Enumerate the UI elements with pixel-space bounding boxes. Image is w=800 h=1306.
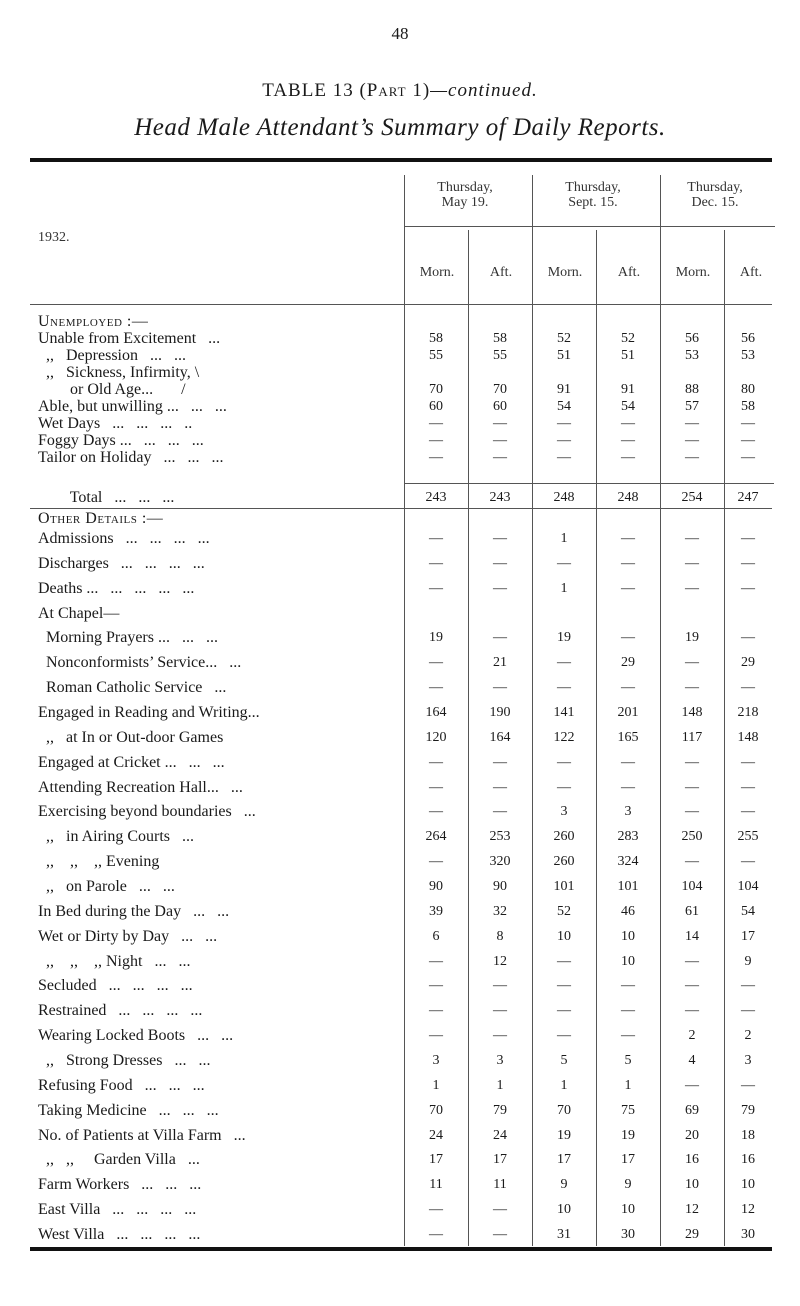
row-value: 31 [557,1227,571,1242]
row-value: — [429,416,443,431]
row-value: 101 [553,879,575,894]
row-label: Restrained ... ... ... ... [38,1002,203,1019]
row-value: 70 [429,1103,443,1118]
row-value: — [741,1078,755,1093]
row-value: 19 [557,1128,571,1143]
row-value: — [493,556,507,571]
row-value: 46 [621,904,635,919]
page-number: 48 [391,24,409,43]
row-value: 17 [557,1152,571,1167]
row-value: 80 [741,382,755,397]
row-value: — [741,1003,755,1018]
row-value: — [429,1227,443,1242]
row-value: — [741,531,755,546]
row-value: 117 [681,730,703,745]
row-value: — [557,450,571,465]
row-value: — [621,433,635,448]
row-value: 253 [489,829,511,844]
row-value: 201 [617,705,639,720]
row-value: — [429,1003,443,1018]
row-value: 255 [737,829,759,844]
row-label: Discharges ... ... ... ... [38,555,205,572]
row-value: 21 [493,655,507,670]
row-value: 9 [624,1177,632,1192]
row-value: 30 [621,1227,635,1242]
header-date-3-date: Dec. 15. [691,195,739,210]
row-value: 55 [493,348,507,363]
row-value: — [741,804,755,819]
row-label: ,, on Parole ... ... [38,878,175,895]
row-value: — [429,1028,443,1043]
row-value: 14 [685,929,699,944]
row-value: — [557,954,571,969]
total-bottom-rule [30,508,772,509]
header-aft-1: Aft. [489,265,513,280]
row-value: — [621,630,635,645]
row-value: 1 [560,531,568,546]
row-value: 75 [621,1103,635,1118]
row-value: — [493,531,507,546]
row-value: — [685,978,699,993]
row-value: — [621,556,635,571]
top-rule [30,158,772,162]
row-value: 1 [560,1078,568,1093]
row-value: — [741,755,755,770]
row-value: — [685,1078,699,1093]
row-label: ,, Strong Dresses ... ... [38,1052,211,1069]
row-value: — [429,655,443,670]
row-label: Wearing Locked Boots ... ... [38,1027,234,1044]
row-value: 17 [621,1152,635,1167]
row-value: 1 [624,1078,632,1093]
bottom-rule [30,1247,772,1251]
row-label: ,, Sickness, Infirmity, \ [38,364,200,381]
row-value: — [685,450,699,465]
row-value: — [493,1003,507,1018]
row-value: 88 [685,382,699,397]
row-label: Wet Days ... ... ... .. [38,415,193,432]
row-label: Engaged in Reading and Writing... [38,704,260,721]
row-value: — [493,581,507,596]
row-label: In Bed during the Day ... ... [38,903,230,920]
row-value: 9 [744,954,752,969]
row-label: Tailor on Holiday ... ... ... [38,449,224,466]
row-value: — [621,450,635,465]
row-label: ,, ,, ,, Night ... ... [38,953,191,970]
row-value: — [557,416,571,431]
row-value: 19 [429,630,443,645]
row-value: 10 [621,1202,635,1217]
row-label: Foggy Days ... ... ... ... [38,432,204,449]
row-value: — [429,755,443,770]
row-label: ,, Depression ... ... [38,347,186,364]
row-value: 52 [557,904,571,919]
row-value: 10 [621,929,635,944]
row-value: 53 [685,348,699,363]
row-value: 29 [685,1227,699,1242]
row-value: — [621,581,635,596]
row-value: — [741,978,755,993]
row-value: — [741,680,755,695]
row-value: — [493,755,507,770]
row-value: 243 [425,490,447,505]
row-value: 3 [496,1053,504,1068]
row-value: — [621,755,635,770]
row-value: — [741,854,755,869]
row-value: 24 [429,1128,443,1143]
row-value: 165 [617,730,639,745]
row-value: 32 [493,904,507,919]
table-subtitle: Head Male Attendant’s Summary of Daily Reports. [134,114,666,141]
row-value: 2 [744,1028,752,1043]
row-value: 19 [557,630,571,645]
row-value: 17 [429,1152,443,1167]
row-value: — [685,954,699,969]
row-value: 3 [560,804,568,819]
row-value: 104 [681,879,703,894]
row-value: 61 [685,904,699,919]
row-value: — [557,1028,571,1043]
row-value: 260 [553,854,575,869]
row-label: ,, in Airing Courts ... [38,828,195,845]
row-value: — [493,433,507,448]
row-value: 190 [489,705,511,720]
header-date-1 [400,180,530,210]
row-value: 9 [560,1177,568,1192]
row-value: 52 [621,331,635,346]
row-label: Nonconformists’ Service... ... [38,654,242,671]
row-value: — [429,978,443,993]
row-value: — [493,680,507,695]
row-label: Able, but unwilling ... ... ... [38,398,227,415]
row-value: — [493,804,507,819]
row-value: 10 [557,929,571,944]
row-value: 320 [489,854,511,869]
row-value: — [493,978,507,993]
row-value: — [741,433,755,448]
row-value: — [493,416,507,431]
row-value: 4 [688,1053,696,1068]
row-label: Unable from Excitement ... [38,330,221,347]
row-label: Deaths ... ... ... ... ... [38,580,195,597]
row-value: 54 [557,399,571,414]
row-value: 141 [553,705,575,720]
row-value: 120 [425,730,447,745]
row-value: — [557,680,571,695]
row-value: — [557,978,571,993]
row-value: 243 [489,490,511,505]
row-value: — [493,630,507,645]
header-date-1-date: May 19. [441,195,489,210]
row-value: — [685,680,699,695]
row-value: — [685,755,699,770]
row-value: 12 [741,1202,755,1217]
row-value: 254 [681,490,703,505]
row-value: — [557,433,571,448]
row-label: Morning Prayers ... ... ... [38,629,218,646]
row-value: — [429,1202,443,1217]
row-value: — [621,1028,635,1043]
header-morn-3: Morn. [675,265,711,280]
row-label: Secluded ... ... ... ... [38,977,193,994]
row-value: — [621,531,635,546]
row-value: — [429,854,443,869]
row-value: — [493,1028,507,1043]
row-value: — [741,630,755,645]
row-label: Admissions ... ... ... ... [38,530,210,547]
row-value: 6 [432,929,440,944]
row-value: 104 [737,879,759,894]
row-value: 5 [560,1053,568,1068]
row-value: 91 [621,382,635,397]
row-value: 51 [557,348,571,363]
row-value: 1 [432,1078,440,1093]
row-value: 17 [493,1152,507,1167]
row-value: — [685,581,699,596]
row-value: 58 [741,399,755,414]
row-value: 324 [617,854,639,869]
row-value: — [429,804,443,819]
row-value: 12 [493,954,507,969]
row-value: 17 [741,929,755,944]
row-label: or Old Age... / [38,381,186,398]
row-value: 2 [688,1028,696,1043]
header-date-2 [528,180,658,210]
row-value: 248 [617,490,639,505]
row-value: 19 [685,630,699,645]
row-value: — [621,978,635,993]
row-value: 79 [493,1103,507,1118]
row-label: Wet or Dirty by Day ... ... [38,928,218,945]
row-value: 58 [493,331,507,346]
row-label: Taking Medicine ... ... ... [38,1102,219,1119]
header-morn-1: Morn. [419,265,455,280]
row-label: Exercising beyond boundaries ... [38,803,256,820]
row-label: Roman Catholic Service ... [38,679,227,696]
row-value: — [621,780,635,795]
row-value: 10 [741,1177,755,1192]
row-value: — [429,954,443,969]
row-label: Attending Recreation Hall... ... [38,779,243,796]
header-year: 1932. [38,230,70,245]
row-value: — [741,450,755,465]
row-value: 70 [429,382,443,397]
row-label: Farm Workers ... ... ... [38,1176,202,1193]
row-value: 1 [496,1078,504,1093]
header-date-2-day: Thursday, [565,180,621,195]
row-value: — [685,556,699,571]
row-value: 164 [489,730,511,745]
row-value: 10 [685,1177,699,1192]
row-value: 8 [496,929,504,944]
row-value: 58 [429,331,443,346]
row-value: 79 [741,1103,755,1118]
row-value: 3 [432,1053,440,1068]
row-value: 90 [493,879,507,894]
row-value: — [429,531,443,546]
row-value: 39 [429,904,443,919]
row-value: 3 [744,1053,752,1068]
row-value: — [429,680,443,695]
row-value: 16 [685,1152,699,1167]
row-value: 55 [429,348,443,363]
row-value: 20 [685,1128,699,1143]
row-value: — [685,655,699,670]
row-label: ,, ,, ,, Evening [38,853,160,870]
row-value: 148 [681,705,703,720]
row-value: — [621,680,635,695]
row-label: Total ... ... ... [38,489,175,506]
row-value: — [493,1202,507,1217]
row-value: — [685,780,699,795]
row-value: 70 [493,382,507,397]
total-top-rule [404,483,774,484]
row-value: — [493,780,507,795]
row-value: 19 [621,1128,635,1143]
row-value: 164 [425,705,447,720]
row-label: West Villa ... ... ... ... [38,1226,201,1243]
row-value: 148 [737,730,759,745]
row-value: 54 [741,904,755,919]
row-value: 248 [553,490,575,505]
row-value: — [429,581,443,596]
row-value: 29 [621,655,635,670]
row-label: No. of Patients at Villa Farm ... [38,1127,246,1144]
row-value: — [685,804,699,819]
row-value: 30 [741,1227,755,1242]
row-value: 101 [617,879,639,894]
row-value: — [685,433,699,448]
row-value: 250 [681,829,703,844]
table-part: (Part 1) [359,80,431,101]
row-value: — [685,854,699,869]
table-title [0,80,800,102]
row-value: 60 [493,399,507,414]
row-value: 70 [557,1103,571,1118]
row-value: 10 [557,1202,571,1217]
row-value: 122 [553,730,575,745]
row-value: 247 [737,490,759,505]
row-value: 60 [429,399,443,414]
row-value: 56 [741,331,755,346]
row-value: — [493,1227,507,1242]
row-value: 264 [425,829,447,844]
row-value: — [429,433,443,448]
row-value: — [557,1003,571,1018]
header-date-1-day: Thursday, [437,180,493,195]
row-value: 24 [493,1128,507,1143]
row-value: 10 [621,954,635,969]
row-value: — [429,556,443,571]
header-date-2-date: Sept. 15. [568,195,618,210]
row-value: 5 [624,1053,632,1068]
row-value: 218 [737,705,759,720]
row-value: — [685,416,699,431]
section-label: Other Details :— [38,510,164,527]
row-value: — [685,531,699,546]
row-value: 90 [429,879,443,894]
row-value: 12 [685,1202,699,1217]
header-date-3-day: Thursday, [687,180,743,195]
table-continued: —continued. [430,80,538,101]
row-value: 53 [741,348,755,363]
header-morn-2: Morn. [547,265,583,280]
row-value: — [621,1003,635,1018]
row-label: East Villa ... ... ... ... [38,1201,197,1218]
row-value: — [429,780,443,795]
row-value: 29 [741,655,755,670]
row-value: — [741,581,755,596]
row-value: 69 [685,1103,699,1118]
row-label: Engaged at Cricket ... ... ... [38,754,225,771]
header-date-underline [405,226,775,227]
row-value: — [429,450,443,465]
row-value: — [621,416,635,431]
row-value: 283 [617,829,639,844]
row-value: — [493,450,507,465]
row-label: ,, at In or Out-door Games [38,729,224,746]
section-label: Unemployed :— [38,313,149,330]
row-value: 11 [493,1177,507,1192]
row-label: At Chapel— [38,605,120,622]
row-value: 18 [741,1128,755,1143]
row-value: — [557,655,571,670]
row-value: — [685,1003,699,1018]
row-value: — [557,755,571,770]
row-value: 54 [621,399,635,414]
header-date-3 [650,180,780,210]
row-value: 91 [557,382,571,397]
row-value: 51 [621,348,635,363]
row-value: — [557,556,571,571]
row-value: — [741,556,755,571]
row-value: — [741,416,755,431]
header-aft-2: Aft. [617,265,641,280]
row-value: 260 [553,829,575,844]
table-number: TABLE 13 [262,80,354,101]
row-value: — [741,780,755,795]
row-value: 3 [624,804,632,819]
row-value: 11 [429,1177,443,1192]
row-value: 16 [741,1152,755,1167]
row-label: ,, ,, Garden Villa ... [38,1151,200,1168]
row-value: 57 [685,399,699,414]
row-label: Refusing Food ... ... ... [38,1077,205,1094]
row-value: 52 [557,331,571,346]
row-value: 1 [560,581,568,596]
row-value: 56 [685,331,699,346]
header-aft-3: Aft. [739,265,763,280]
row-value: — [557,780,571,795]
